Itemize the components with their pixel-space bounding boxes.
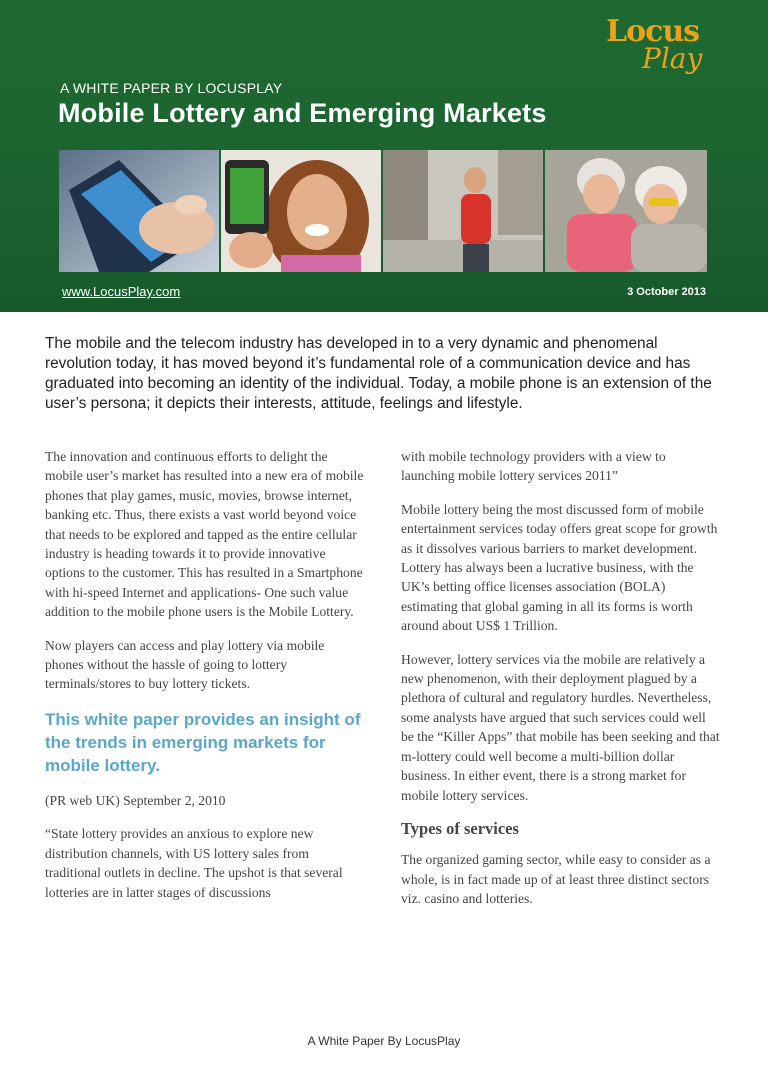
page-footer: A White Paper By LocusPlay (307, 1034, 461, 1048)
logo-word-locus: Locus (606, 14, 700, 49)
smiling-woman-with-phone-photo (221, 150, 381, 272)
left-column (45, 447, 365, 916)
paragraph: Mobile lottery being the most discussed form of mobile entertainment services today offers great scope for growth as it dissolves various barriers to market development. Lottery has always been a lucrative business, with the UK’s betting office licenses association (BOLA) estimating that global gaming in all its forms is worth around about US$ 1 Trillion. (401, 501, 718, 634)
website-link[interactable]: www.LocusPlay.com (62, 284, 181, 299)
paragraph: with mobile technology providers with a view to launching mobile lottery services 2011” (401, 449, 666, 484)
page-title: Mobile Lottery and Emerging Markets (58, 98, 547, 128)
paragraph: The organized gaming sector, while easy to consider as a whole, is in fact made up of at least three distinct sectors viz. casino and lotteries. (401, 852, 711, 907)
publication-date: 3 October 2013 (627, 286, 706, 298)
paragraph: Now players can access and play lottery via mobile phones without the hassle of going to lottery terminals/stores to buy lottery tickets. (45, 637, 325, 692)
locusplay-logo[interactable] (604, 14, 712, 88)
kicker-text: A WHITE PAPER BY LOCUSPLAY (60, 80, 283, 96)
header-banner (0, 0, 768, 312)
logo-word-play: Play (642, 42, 703, 75)
intro-paragraph: The mobile and the telecom industry has developed in to a very dynamic and phenomenal revolution today, it has moved beyond it’s fundamental role of a communication device and has graduated into becoming an identity of the individual. Today, a mobile phone is an extension of the user’s persona; it depicts their interests, attitude, feelings and lifestyle. (45, 335, 712, 412)
man-on-street-with-phone-photo (383, 150, 543, 272)
section-heading: Types of services (401, 818, 519, 838)
right-column (401, 447, 721, 923)
paragraph: “State lottery provides an anxious to explore new distribution channels, with US lottery sales from traditional outlets in decline. The upshot is that several lotteries are in latter stages of discussions (45, 826, 343, 900)
elderly-women-with-phone-photo (545, 150, 707, 272)
paragraph: The innovation and continuous efforts to delight the mobile user’s market has resulted into a new era of mobile phones that play games, music, movies, browse internet, banking etc. Thus, there exists a vast world beyond voice that needs to be explored and tapped as the entire cellular industry is heading towards it to provide innovative options to the customer. This has resulted in a Smartphone with hi-speed Internet and applications- One such value addition to the mobile phone users is the Mobile Lottery. (45, 449, 364, 620)
highlight-statement: This white paper provides an insight of the trends in emerging markets for mobile lottery. (45, 709, 361, 775)
photo-strip (59, 150, 707, 272)
hand-holding-phone-photo (59, 150, 219, 272)
paragraph: However, lottery services via the mobile are relatively a new phenomenon, with their deployment plagued by a plethora of cultural and regulatory hurdles. Nevertheless, some analysts have argued that such services could well be the “Killer Apps” that mobile has been seeking and that m-lottery could well become a multi-billion dollar business. In either event, there is a strong market for mobile lottery services. (401, 651, 720, 803)
paragraph: (PR web UK) September 2, 2010 (45, 792, 226, 808)
